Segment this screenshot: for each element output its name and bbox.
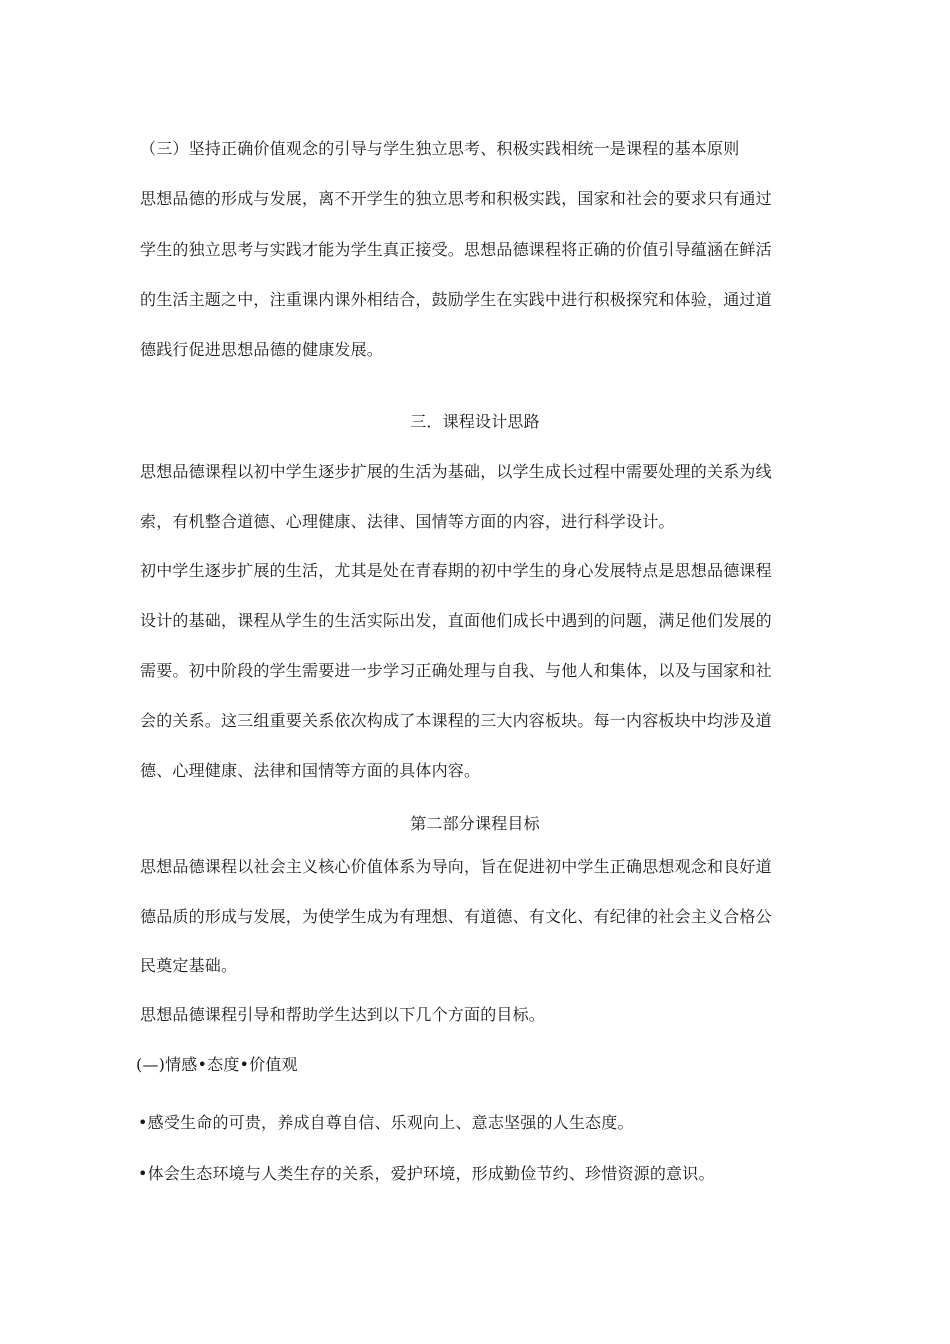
subheading-values: (—)情感•态度•价值观 (136, 1055, 298, 1074)
paragraph-line: 思想品德课程以社会主义核心价值体系为导向，旨在促进初中学生正确思想观念和良好道 (140, 857, 772, 876)
paragraph-line: 思想品德课程引导和帮助学生达到以下几个方面的目标。 (140, 1005, 546, 1024)
paragraph-line: 的生活主题之中，注重课内课外相结合，鼓励学生在实践中进行积极探究和体验，通过道 (140, 290, 772, 309)
paragraph-line: 需要。初中阶段的学生需要进一步学习正确处理与自我、与他人和集体，以及与国家和社 (140, 661, 772, 680)
paragraph-line: 民奠定基础。 (140, 956, 238, 975)
bullet-item: •感受生命的可贵，养成自尊自信、乐观向上、意志坚强的人生态度。 (138, 1113, 634, 1132)
paragraph-line: 索，有机整合道德、心理健康、法律、国情等方面的内容，进行科学设计。 (140, 512, 675, 531)
paragraph-line: 设计的基础，课程从学生的生活实际出发，直面他们成长中遇到的问题，满足他们发展的 (140, 611, 772, 630)
bullet-item: •体会生态环境与人类生存的关系，爱护环境，形成勤俭节约、珍惜资源的意识。 (138, 1164, 715, 1183)
paragraph-line: 思想品德的形成与发展，离不开学生的独立思考和积极实践，国家和社会的要求只有通过 (140, 189, 772, 208)
paragraph-line: 初中学生逐步扩展的生活，尤其是处在青春期的初中学生的身心发展特点是思想品德课程 (140, 561, 772, 580)
paragraph-line: 德、心理健康、法律和国情等方面的具体内容。 (140, 761, 481, 780)
paragraph-line: 学生的独立思考与实践才能为学生真正接受。思想品德课程将正确的价值引导蕴涵在鲜活 (140, 240, 772, 259)
paragraph-line: 德践行促进思想品德的健康发展。 (140, 340, 384, 359)
part-heading-goals: 第二部分课程目标 (410, 814, 540, 833)
section-heading-design: 三．课程设计思路 (410, 412, 540, 431)
paragraph-line: 会的关系。这三组重要关系依次构成了本课程的三大内容板块。每一内容板块中均涉及道 (140, 711, 772, 730)
paragraph-line: 思想品德课程以初中学生逐步扩展的生活为基础，以学生成长过程中需要处理的关系为线 (140, 462, 772, 481)
paragraph-line: 德品质的形成与发展，为使学生成为有理想、有道德、有文化、有纪律的社会主义合格公 (140, 907, 772, 926)
section-heading-principle: （三）坚持正确价值观念的引导与学生独立思考、积极实践相统一是课程的基本原则 (140, 139, 740, 158)
